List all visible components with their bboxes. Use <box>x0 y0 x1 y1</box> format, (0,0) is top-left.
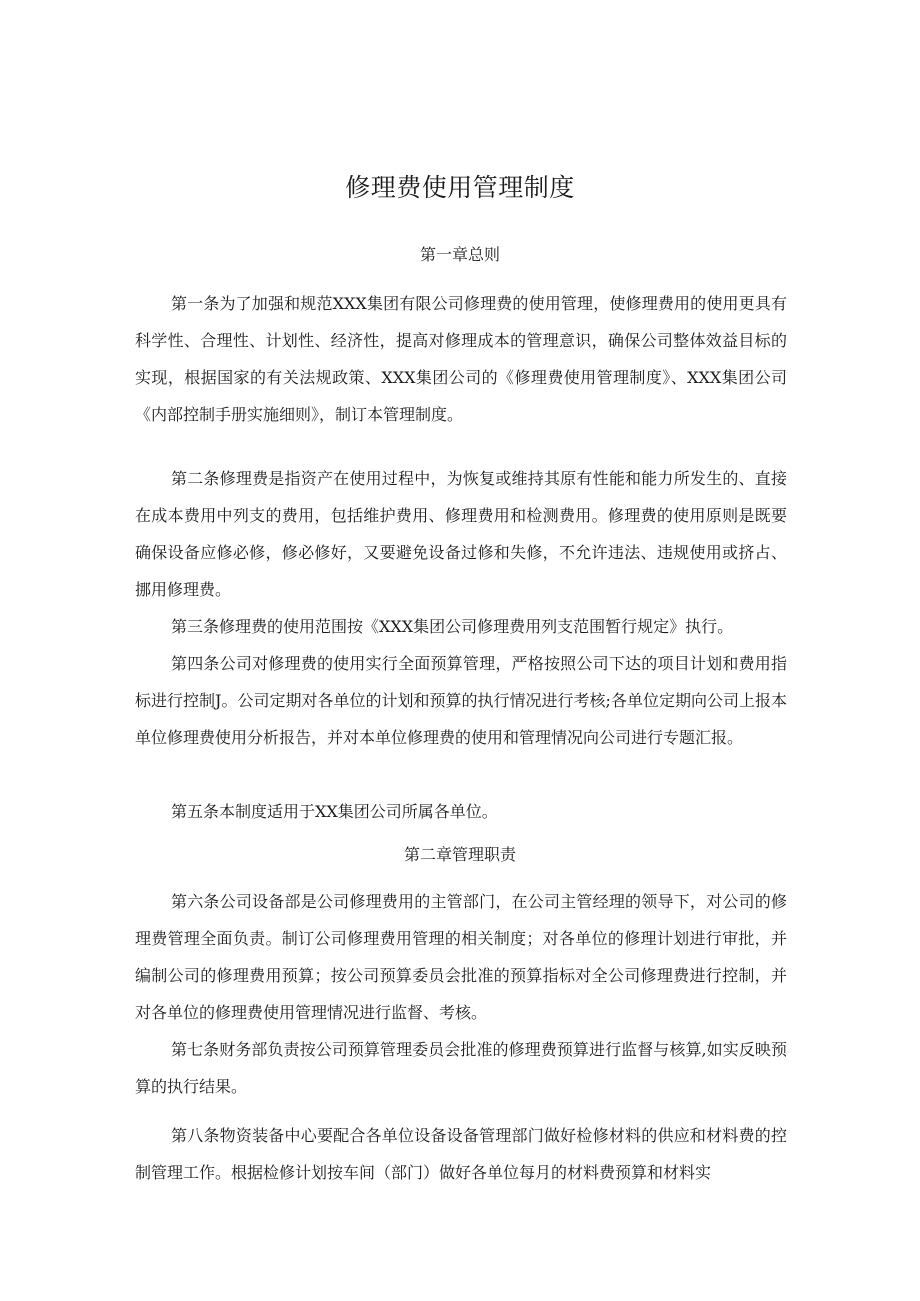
document-title: 修理费使用管理制度 <box>345 173 575 202</box>
article-6: 第六条公司设备部是公司修理费用的主管部门，在公司主管经理的领导下，对公司的修理费管理全面负责。制订公司修理费用管理的相关制度；对各单位的修理计划进行审批，并编制公司的修理费用预算；按公司预算委员会批准的预算指标对全公司修理费进行控制，并对各单位的修理费使用管理情况进行监督、考核。 <box>135 892 787 1022</box>
article-1: 第一条为了加强和规范XXX集团有限公司修理费的使用管理，使修理费用的使用更具有科学性、合理性、计划性、经济性，提高对修理成本的管理意识，确保公司整体效益目标的实现，根据国家的有关法规政策、XXX集团公司的《修理费使用管理制度》、XXX集团公司《内部控制手册实施细则》，制订本管理制度。 <box>135 294 787 424</box>
article-7: 第七条财务部负责按公司预算管理委员会批准的修理费预算进行监督与核算,如实反映预算的执行结果。 <box>135 1040 787 1096</box>
article-4: 第四条公司对修理费的使用实行全面预算管理，严格按照公司下达的项目计划和费用指标进行控制J。公司定期对各单位的计划和预算的执行情况进行考核;各单位定期向公司上报本单位修理费使用分析报告，并对本单位修理费的使用和管理情况向公司进行专题汇报。 <box>135 654 787 747</box>
chapter-heading-1: 第一章总则 <box>419 245 500 264</box>
article-3: 第三条修理费的使用范围按《XXX集团公司修理费用列支范围暂行规定》执行。 <box>171 617 734 636</box>
article-2: 第二条修理费是指资产在使用过程中，为恢复或维持其原有性能和能力所发生的、直接在成本费用中列支的费用，包括维护费用、修理费用和检测费用。修理费的使用原则是既要确保设备应修必修，修必修好，又要避免设备过修和失修，不允许违法、违规使用或挤占、挪用修理费。 <box>135 469 787 599</box>
article-5: 第五条本制度适用于XX集团公司所属各单位。 <box>171 802 498 821</box>
chapter-heading-2: 第二章管理职责 <box>403 845 516 864</box>
article-8: 第八条物资装备中心要配合各单位设备设备管理部门做好检修材料的供应和材料费的控制管理工作。根据检修计划按车间（部门）做好各单位每月的材料费预算和材料实 <box>135 1126 787 1182</box>
